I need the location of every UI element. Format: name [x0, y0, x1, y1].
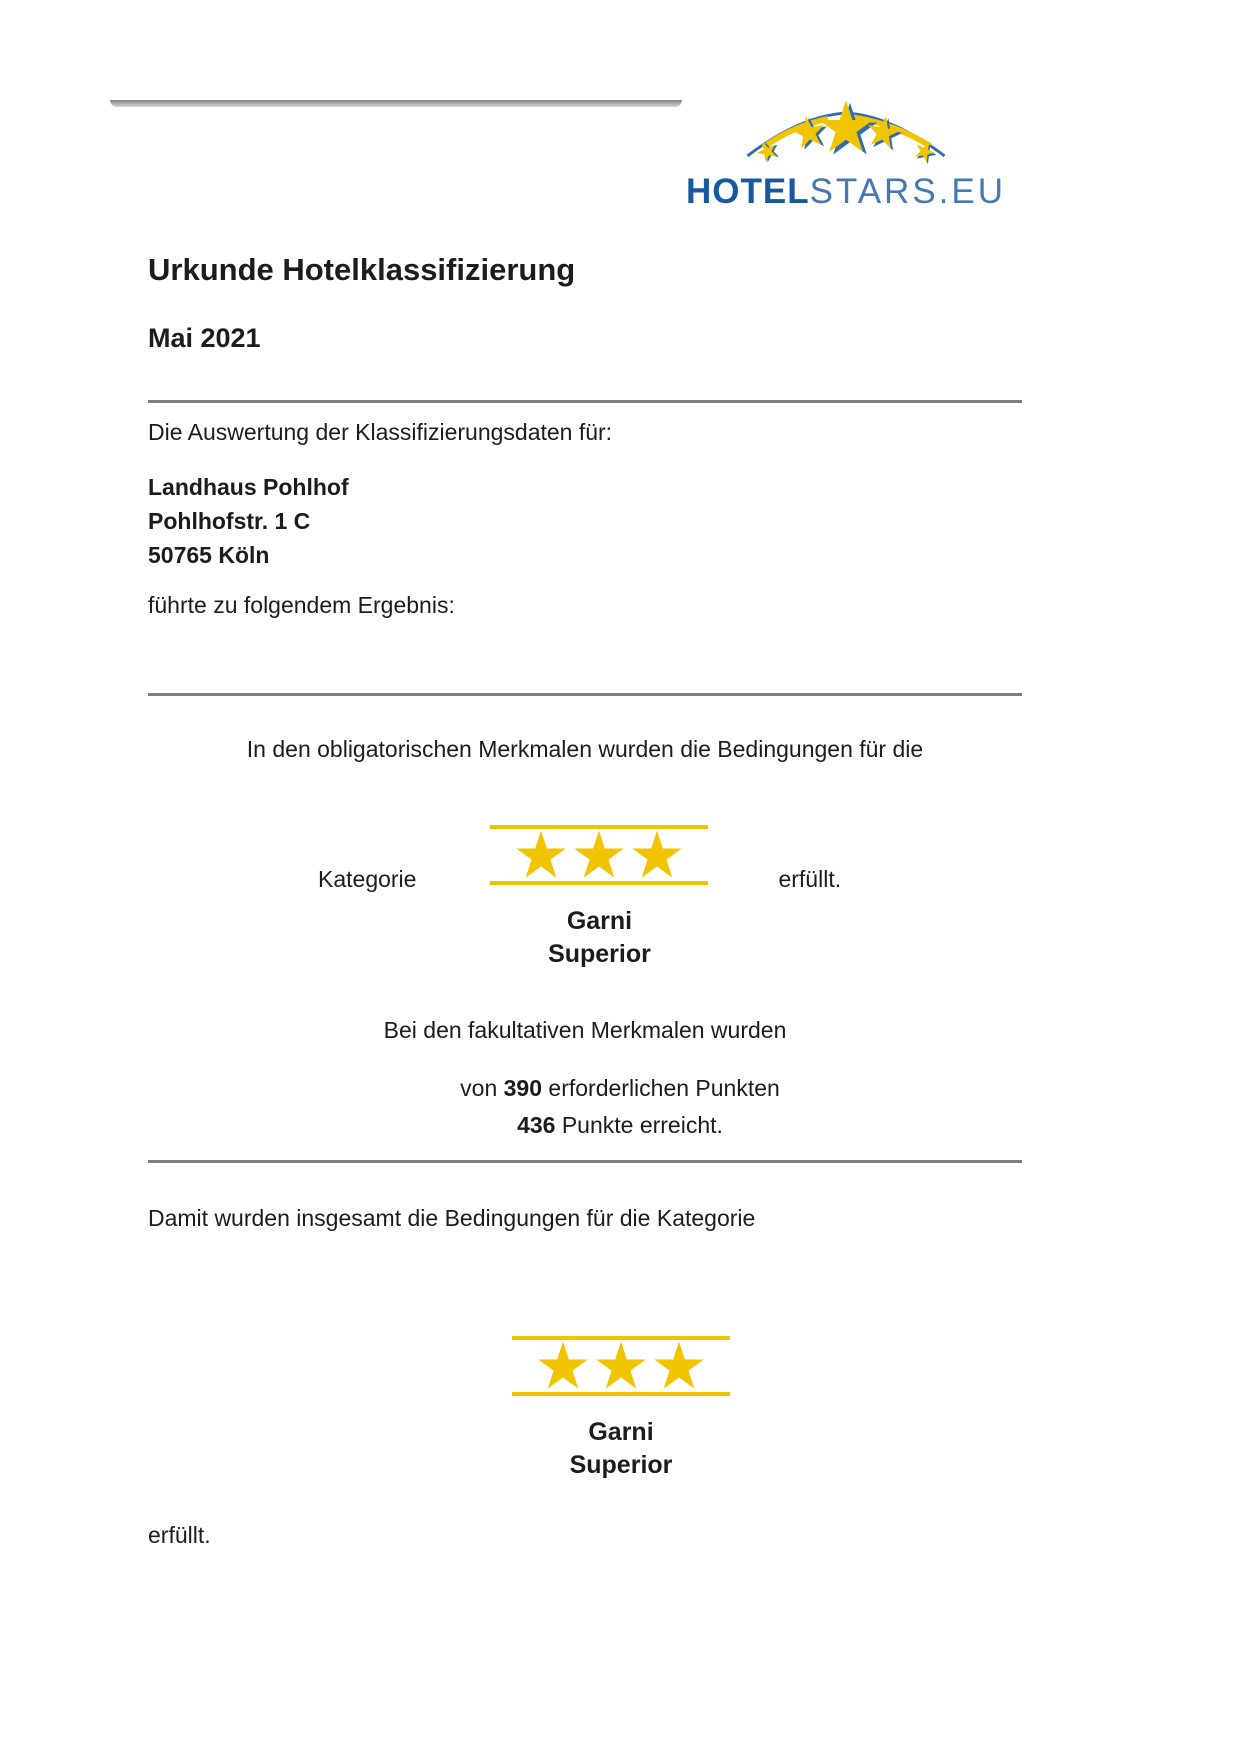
final-category-name-line2: Superior — [569, 1451, 673, 1479]
points-achieved-suffix: Punkte erreicht. — [561, 1112, 723, 1138]
final-badge-stars — [512, 1341, 730, 1391]
obligatory-statement: In den obligatorischen Merkmalen wurden die Bedingungen für die — [246, 736, 924, 762]
final-category-name-line1: Garni — [588, 1418, 654, 1446]
category-name — [490, 905, 708, 971]
points-achieved-line — [218, 1107, 1022, 1144]
fulfilled-inline-text: erfüllt. — [778, 866, 842, 892]
category-name-line1: Garni — [566, 907, 633, 935]
points-required-line — [218, 1070, 1022, 1107]
final-category-badge-column — [512, 1336, 730, 1482]
star-icon — [511, 830, 571, 880]
badge-stars — [490, 830, 708, 880]
fulfilled-final-text: erfüllt. — [148, 1522, 211, 1548]
hotel-city: 50765 Köln — [148, 542, 270, 568]
certificate-document — [0, 100, 1242, 1549]
category-badge-column — [490, 825, 708, 971]
hotelstars-logo — [660, 100, 1032, 211]
final-three-stars-badge — [512, 1336, 730, 1396]
points-required-value: 390 — [503, 1075, 543, 1101]
page-title: Urkunde Hotelklassifizierung — [148, 252, 576, 287]
category-label: Kategorie — [318, 866, 417, 892]
intro-text: Die Auswertung der Klassifizierungsdaten für: — [148, 419, 613, 445]
divider-2 — [148, 693, 1022, 696]
hotel-street: Pohlhofstr. 1 C — [148, 508, 311, 534]
hotel-address-block — [148, 470, 1022, 572]
points-block — [148, 1070, 1022, 1144]
divider-1 — [148, 400, 1022, 403]
result-lead-text: führte zu folgendem Ergebnis: — [148, 592, 455, 618]
points-achieved-value: 436 — [517, 1112, 556, 1138]
category-name-line2: Superior — [548, 940, 651, 968]
star-icon — [591, 1341, 651, 1391]
final-category-name — [512, 1416, 730, 1482]
logo-stars-arc-icon — [746, 100, 946, 169]
star-icon — [569, 830, 629, 880]
logo-wordmark — [660, 173, 1032, 211]
three-stars-badge — [490, 825, 708, 885]
document-date: Mai 2021 — [148, 323, 261, 353]
cropped-ui-top-edge — [110, 100, 682, 107]
logo-brand-stars-eu: STARS.EU — [809, 172, 1007, 211]
summary-statement: Damit wurden insgesamt die Bedingungen für die Kategorie — [148, 1205, 756, 1231]
hotel-name: Landhaus Pohlhof — [148, 474, 349, 500]
star-icon — [627, 830, 687, 880]
points-prefix: von — [460, 1075, 498, 1101]
star-icon — [533, 1341, 593, 1391]
star-icon — [649, 1341, 709, 1391]
logo-brand-hotel: HOTEL — [685, 172, 810, 211]
facultative-statement: Bei den fakultativen Merkmalen wurden — [383, 1017, 787, 1043]
points-required-suffix: erforderlichen Punkten — [548, 1075, 780, 1101]
category-result-row — [148, 825, 1022, 971]
divider-3 — [148, 1160, 1022, 1163]
